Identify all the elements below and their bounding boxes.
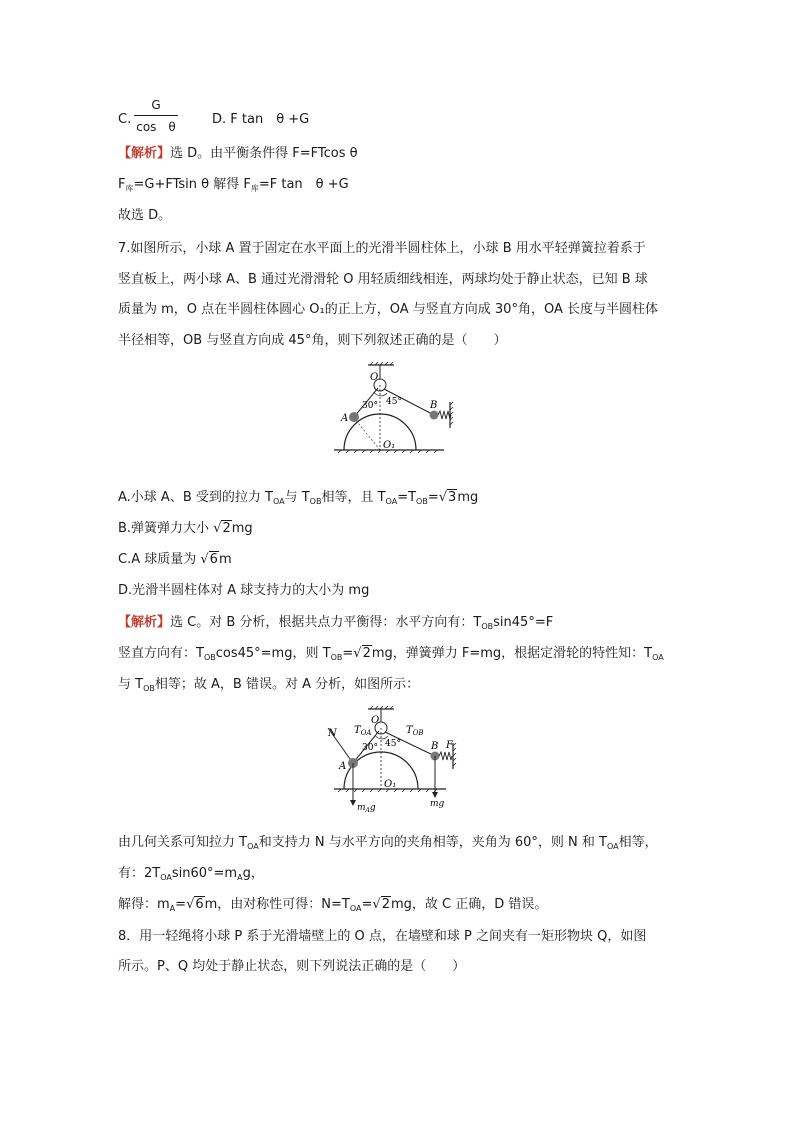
q7-stem-line4: 半径相等，OB 与竖直方向成 45°角，则下列叙述正确的是（ ） — [118, 333, 507, 348]
q7-option-a: A.小球 A、B 受到的拉力 $T_{OA}$与 $T_{OB}$相等，且 $T_{OA}=T_{OB}=√3mg$ — [118, 490, 479, 506]
q7-analysis-line6: 解得：$m_A=√6m$，由对称性可得：$N=T_{OA}=√2mg$，故 C 正确，D 错误。 — [118, 897, 548, 913]
option-c-prefix: C. — [118, 112, 132, 127]
label-mag: $m_Ag$ — [357, 803, 376, 814]
q7-stem-line2: 竖直板上，两小球 A、B 通过光滑滑轮 O 用轻质细线相连，两球均处于静止状态，已知 B 球 — [118, 272, 648, 287]
fraction-denominator: cos θ — [136, 120, 176, 134]
q8-stem-line2: 所示。P、Q 均处于静止状态，则下列说法正确的是（ ） — [118, 959, 466, 974]
q7-option-d: D.光滑半圆柱体对 A 球支持力的大小为 mg — [118, 583, 370, 598]
q7-analysis-line1: 【解析】选 C。对 B 分析，根据共点力平衡得：水平方向有：$T_{OB}\sin 45^\circ=F$ — [118, 615, 554, 631]
q7-option-b: B.弹簧弹力大小 √2mg — [118, 521, 253, 536]
q7-figure-1 — [332, 362, 457, 462]
label-o1: O₁ — [383, 440, 396, 451]
label-o: O — [370, 372, 379, 383]
q7-analysis-line2: 竖直方向有：$T_{OB}\cos 45^\circ=mg$，则 $T_{OB}=√2mg$，弹簧弹力 F=mg，根据定滑轮的特性知：$T_{OA}$ — [118, 646, 664, 662]
label-30deg: 30° — [362, 743, 378, 753]
ball-b — [430, 411, 439, 420]
fraction-bar — [134, 115, 178, 116]
label-45deg: 45° — [385, 739, 401, 749]
label-45deg: 45° — [386, 397, 402, 407]
analysis-tag: 【解析】 — [118, 146, 171, 161]
q7-analysis-line5: 有：$2T_{OA}\sin 60^\circ=m_Ag$， — [118, 866, 264, 882]
spring — [438, 411, 451, 419]
label-n: N — [328, 728, 337, 739]
label-a: A — [341, 413, 349, 424]
gravity-b-arrow — [432, 792, 438, 798]
angle-arc — [374, 392, 387, 396]
label-b: B — [430, 400, 438, 411]
label-o: O — [371, 715, 380, 726]
radius-line — [354, 418, 380, 450]
q7-analysis-line3: 与 $T_{OB}$相等；故 A，B 错误。对 A 分析，如图所示： — [118, 677, 420, 693]
q6-analysis-line2: $F_库=G+FTsin$ θ 解得 $F_库=F$ tan θ +G — [118, 177, 349, 193]
fraction-numerator: G — [151, 98, 161, 112]
option-d: D. F tan θ +G — [212, 112, 310, 127]
label-toa: $T_{OA}$ — [354, 725, 372, 737]
q8-stem-line1: 8．用一轻绳将小球 P 系于光滑墙壁上的 O 点，在墙壁和球 P 之间夹有一矩形物块 Q，如图 — [118, 929, 647, 944]
label-30deg: 30° — [362, 401, 378, 411]
q7-option-c: C.A 球质量为 √6m — [118, 552, 232, 567]
option-c-fraction — [131, 96, 181, 138]
ball-a — [349, 412, 359, 422]
label-b: B — [431, 741, 439, 752]
q6-analysis-line3: 故选 D。 — [118, 208, 172, 223]
q6-analysis-line1: 【解析】选 D。由平衡条件得 F=FTcos θ — [118, 146, 358, 161]
q7-figure-2 — [320, 706, 465, 814]
gravity-a-arrow — [350, 800, 356, 806]
label-tob: $T_{OB}$ — [406, 725, 424, 737]
label-o1: O₁ — [384, 779, 397, 790]
q7-stem-line1: 7.如图所示，小球 A 置于固定在水平面上的光滑半圆柱体上，小球 B 用水平轻弹簧拉着系于 — [118, 241, 646, 256]
spring — [439, 752, 452, 760]
label-f: F — [446, 740, 453, 751]
analysis-tag: 【解析】 — [118, 615, 171, 630]
q7-stem-line3: 质量为 m，O 点在半圆柱体圆心 O₁的正上方，OA 与竖直方向成 30°角，OA 长度与半圆柱体 — [118, 302, 658, 317]
q7-analysis-line4: 由几何关系可知拉力 $T_{OA}$和支持力 N 与水平方向的夹角相等，夹角为 60°，则 N 和 $T_{OA}$相等， — [118, 835, 658, 851]
label-mg: mg — [430, 799, 445, 809]
label-a: A — [339, 761, 347, 772]
